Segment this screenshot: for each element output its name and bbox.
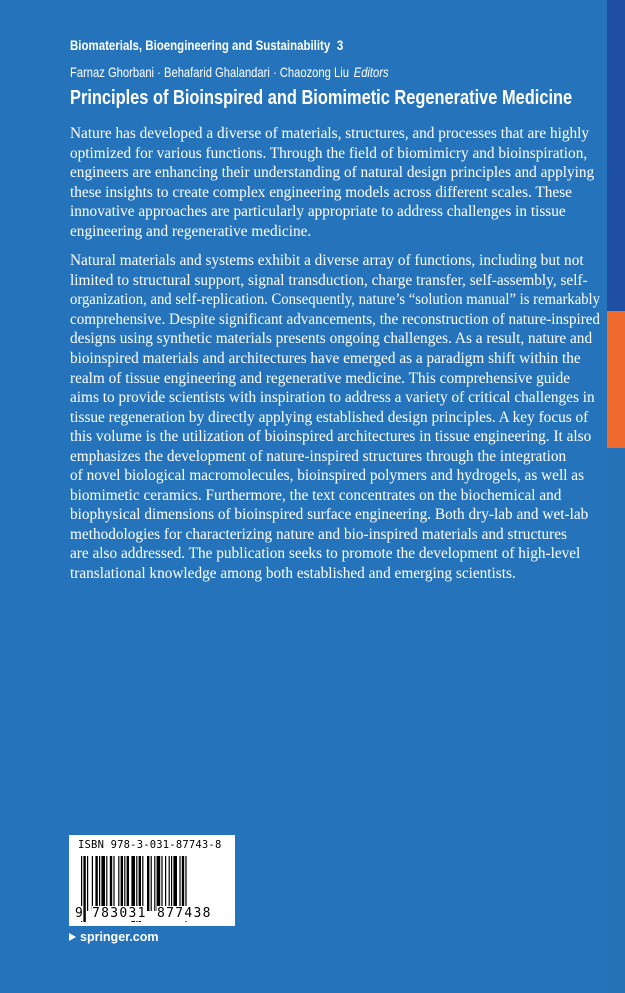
blurb-line: translational knowledge among both established and emerging scientists. — [70, 565, 516, 583]
blurb-line: limited to structural support, signal transduction, charge transfer, self-assembly, self- — [70, 271, 588, 289]
blurb-line: engineers are enhancing their understanding of natural design principles and applying — [70, 164, 595, 182]
springer-link[interactable] — [69, 930, 159, 944]
blurb-paragraph — [70, 124, 595, 241]
barcode-bar — [127, 856, 129, 911]
blurb-line: bioinspired materials and architectures have emerged as a paradigm shift within the — [70, 350, 581, 368]
blurb-line: biophysical dimensions of bioinspired surface engineering. Both dry-lab and wet-lab — [70, 506, 589, 524]
blurb-line: aims to provide scientists with inspiration to address a variety of critical challenges in — [70, 389, 595, 407]
isbn-text: ISBN 978-3-031-87743-8 — [78, 839, 222, 851]
barcode-bar — [95, 856, 97, 911]
barcode-bar — [121, 856, 123, 911]
barcode-bar — [101, 856, 105, 911]
barcode-bar — [173, 856, 177, 911]
barcode-bar — [161, 856, 162, 911]
blurb-line: realm of tissue engineering and regenerative medicine. This comprehensive guide — [70, 369, 571, 387]
series-title — [70, 37, 343, 53]
barcode-bar — [113, 856, 114, 911]
blurb-line: organization, and self-replication. Consequently, nature’s “solution manual” is remarkably — [70, 291, 600, 309]
blurb-line: engineering and regenerative medicine. — [70, 222, 312, 240]
blurb-line: these insights to create complex engineering models across different scales. These — [70, 183, 572, 201]
blurb-line: designs using synthetic materials presents ongoing challenges. As a result, nature and — [70, 330, 593, 348]
blurb — [70, 124, 600, 594]
barcode-bar — [171, 856, 172, 911]
blurb-line: comprehensive. Despite significant advancements, the reconstruction of nature-inspired — [70, 310, 600, 328]
editor-names: Farnaz Ghorbani · Behafarid Ghalandari · Chaozong Liu — [70, 64, 349, 80]
blurb-line: of novel biological macromolecules, bioinspired polymers and hydrogels, as well as — [70, 467, 585, 485]
blurb-line: emphasizes the development of nature-inspired structures through the integration — [70, 447, 567, 465]
editors-role: Editors — [353, 64, 389, 80]
barcode-bar — [182, 856, 184, 911]
barcode-bar — [124, 856, 125, 911]
series-name: Biomaterials, Bioengineering and Sustainability — [70, 37, 331, 53]
isbn-barcode — [69, 835, 235, 926]
springer-link-text: springer.com — [80, 930, 159, 944]
blurb-paragraph — [70, 251, 600, 583]
barcode-bar — [118, 856, 119, 911]
spine-strip-orange — [607, 311, 625, 448]
barcode-bar — [154, 856, 155, 911]
barcode-bar — [106, 856, 107, 911]
barcode-bar — [151, 856, 152, 911]
barcode-bar — [142, 856, 143, 911]
series-volume: 3 — [336, 37, 344, 53]
barcode-bar — [92, 856, 93, 911]
blurb-line: optimized for various functions. Through the field of biomimicry and bioinspiration, — [70, 144, 588, 162]
barcode-bar — [169, 856, 170, 911]
barcode-digits-right: 877438 — [157, 906, 212, 921]
barcode-bar — [165, 856, 166, 911]
blurb-line: tissue regeneration by directly applying established design principles. A key focus of — [70, 408, 589, 426]
book-title: Principles of Bioinspired and Biomimetic Regenerative Medicine — [70, 86, 573, 109]
spine-strip-dark — [607, 0, 625, 311]
barcode-digit-first: 9 — [75, 906, 83, 921]
blurb-line: are also addressed. The publication seeks to promote the development of high-level — [70, 545, 581, 563]
barcode-bar — [87, 856, 88, 911]
blurb-line: this volume is the utilization of bioinspired architectures in tissue engineering. It also — [70, 428, 592, 446]
barcode-bar — [157, 856, 161, 911]
blurb-line: methodologies for characterizing nature and bio-inspired materials and structures — [70, 525, 567, 543]
barcode-bar — [179, 856, 180, 911]
blurb-line: Nature has developed a diverse of materials, structures, and processes that are highly — [70, 125, 590, 142]
spine-strip-blue — [607, 448, 625, 993]
play-arrow-icon — [69, 933, 76, 941]
blurb-line: innovative approaches are particularly appropriate to address challenges in tissue — [70, 203, 566, 221]
barcode-bar — [83, 856, 85, 922]
barcode-bar — [110, 856, 112, 911]
barcode-bar — [99, 856, 100, 911]
barcode-bar — [147, 856, 149, 911]
editors-line — [70, 64, 389, 80]
blurb-line: Natural materials and systems exhibit a diverse array of functions, including but not — [70, 252, 584, 270]
blurb-line: biomimetic ceramics. Furthermore, the text concentrates on the biochemical and — [70, 486, 562, 504]
barcode-digits-left: 783031 — [92, 906, 147, 921]
